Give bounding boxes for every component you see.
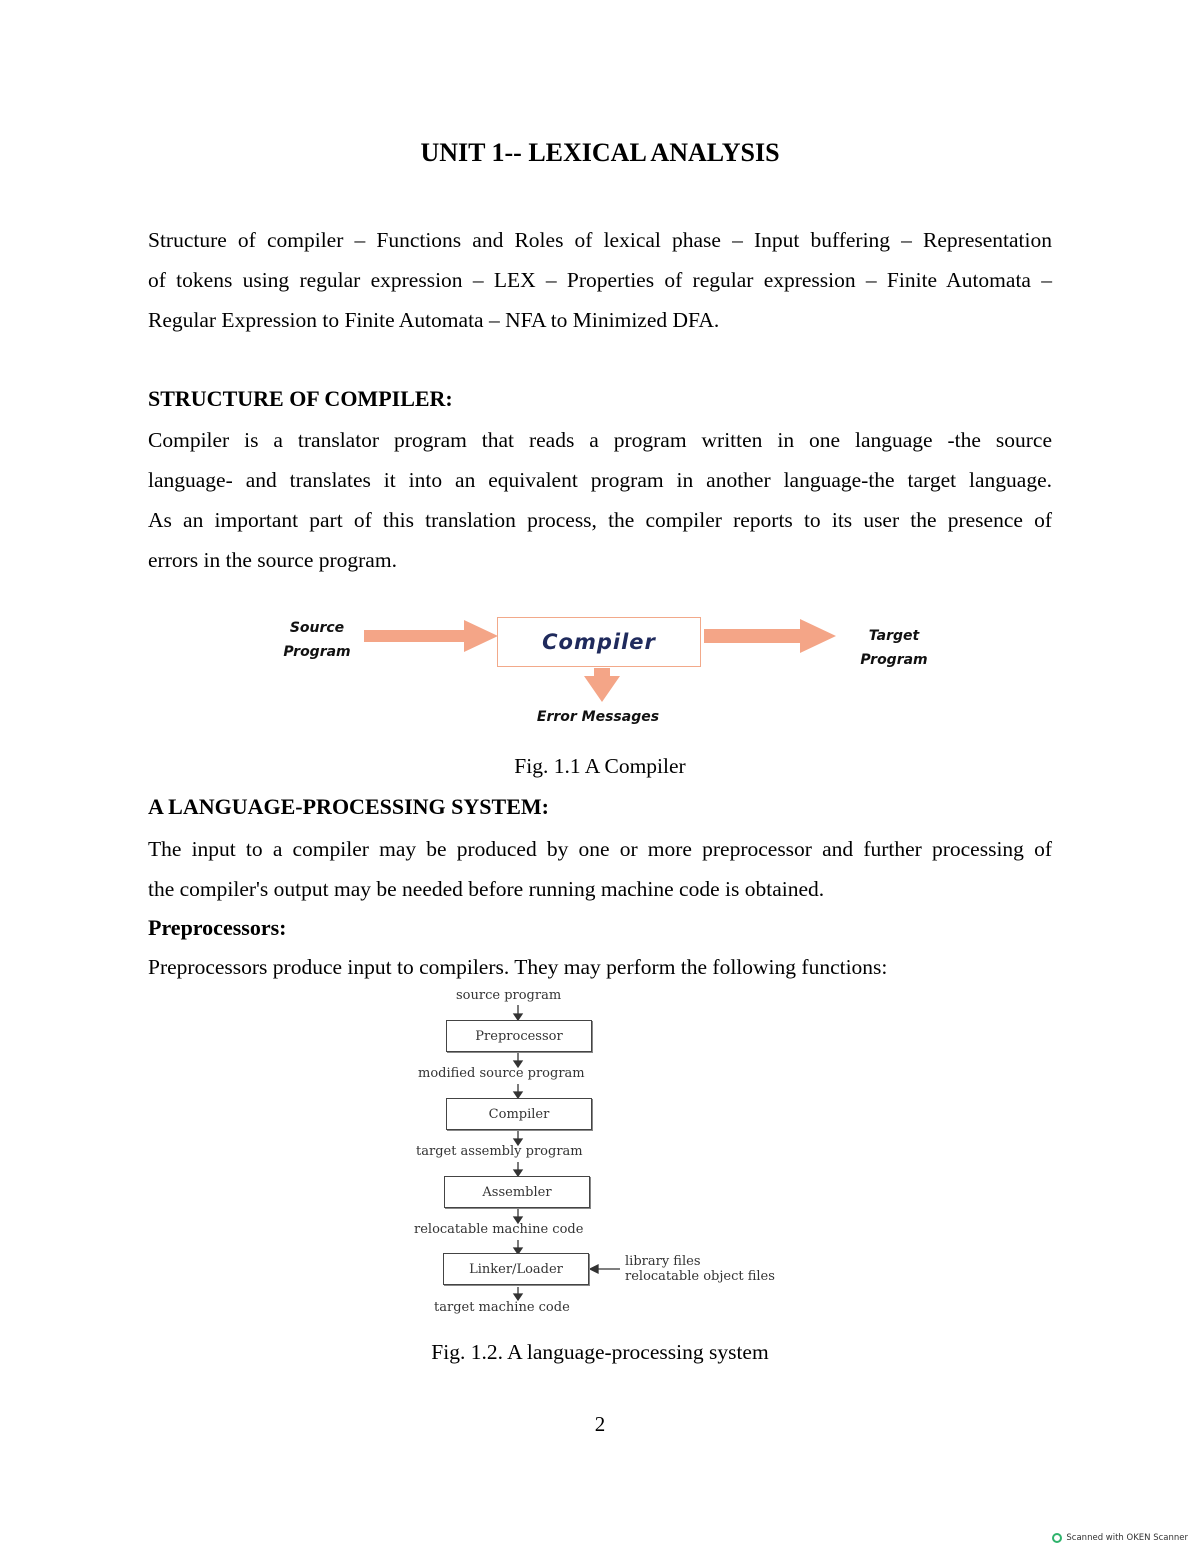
section-heading-lps: A LANGUAGE-PROCESSING SYSTEM: [148,794,549,819]
fig1-source-line: Program [283,644,351,660]
source-to-compiler-arrow [364,620,498,652]
fig2-source-program: source program [456,988,562,1003]
structure-line: language- and translates it into an equivalent program in another language-the target language. [148,468,1052,492]
fig2-library-inputs [625,1254,775,1284]
fig1-target-line: Target [868,628,920,644]
fig2-linker-loader-box: Linker/Loader [443,1253,589,1285]
fig2-target-machine-code: target machine code [434,1300,570,1315]
scanner-logo-icon [1052,1533,1062,1543]
lps-line: the compiler's output may be needed before running machine code is obtained. [148,877,825,901]
page-number: 2 [594,1412,606,1436]
fig2-assembler-box: Assembler [444,1176,590,1208]
scanner-note: Scanned with OKEN Scanner [1066,1533,1188,1543]
fig1-caption: Fig. 1.1 A Compiler [514,754,686,778]
fig1-target-line: Program [860,652,928,668]
page-title: UNIT 1-- LEXICAL ANALYSIS [420,138,780,167]
fig2-relocatable-objects: relocatable object files [625,1269,775,1284]
fig2-target-assembly: target assembly program [416,1144,583,1159]
lps-line: The input to a compiler may be produced by one or more preprocessor and further processing of [148,837,1052,861]
structure-paragraph [148,420,1052,580]
syllabus-line: Structure of compiler – Functions and Roles of lexical phase – Input buffering – Representation [148,228,1052,252]
scanner-watermark [1052,1533,1188,1543]
compiler-to-errors-arrow [584,668,620,702]
compiler-to-target-arrow [704,619,836,653]
fig1-source-label [270,616,364,664]
fig2-modified-source: modified source program [418,1066,585,1081]
lps-paragraph [148,829,1052,909]
section-heading-preprocessors: Preprocessors: [148,915,287,940]
fig1-error-label: Error Messages [536,709,660,725]
section-heading-structure: STRUCTURE OF COMPILER: [148,386,453,411]
structure-line: Compiler is a translator program that reads a program written in one language -the source [148,428,1052,452]
fig2-preprocessor-box: Preprocessor [446,1020,592,1052]
fig2-compiler-box: Compiler [446,1098,592,1130]
syllabus-paragraph [148,220,1052,340]
preprocessors-text: Preprocessors produce input to compilers. They may perform the following functions: [148,955,888,979]
structure-line: errors in the source program. [148,548,397,572]
fig1-target-label [846,624,942,672]
syllabus-line: of tokens using regular expression – LEX – Properties of regular expression – Finite Automata – [148,268,1052,292]
fig2-library-files: library files [625,1254,701,1269]
fig1-source-line: Source [289,620,345,636]
fig2-caption: Fig. 1.2. A language-processing system [431,1340,769,1364]
structure-line: As an important part of this translation process, the compiler reports to its user the presence of [148,508,1052,532]
fig2-relocatable-code: relocatable machine code [414,1222,584,1237]
fig1-compiler-box: Compiler [497,617,701,667]
syllabus-line: Regular Expression to Finite Automata – NFA to Minimized DFA. [148,308,720,332]
